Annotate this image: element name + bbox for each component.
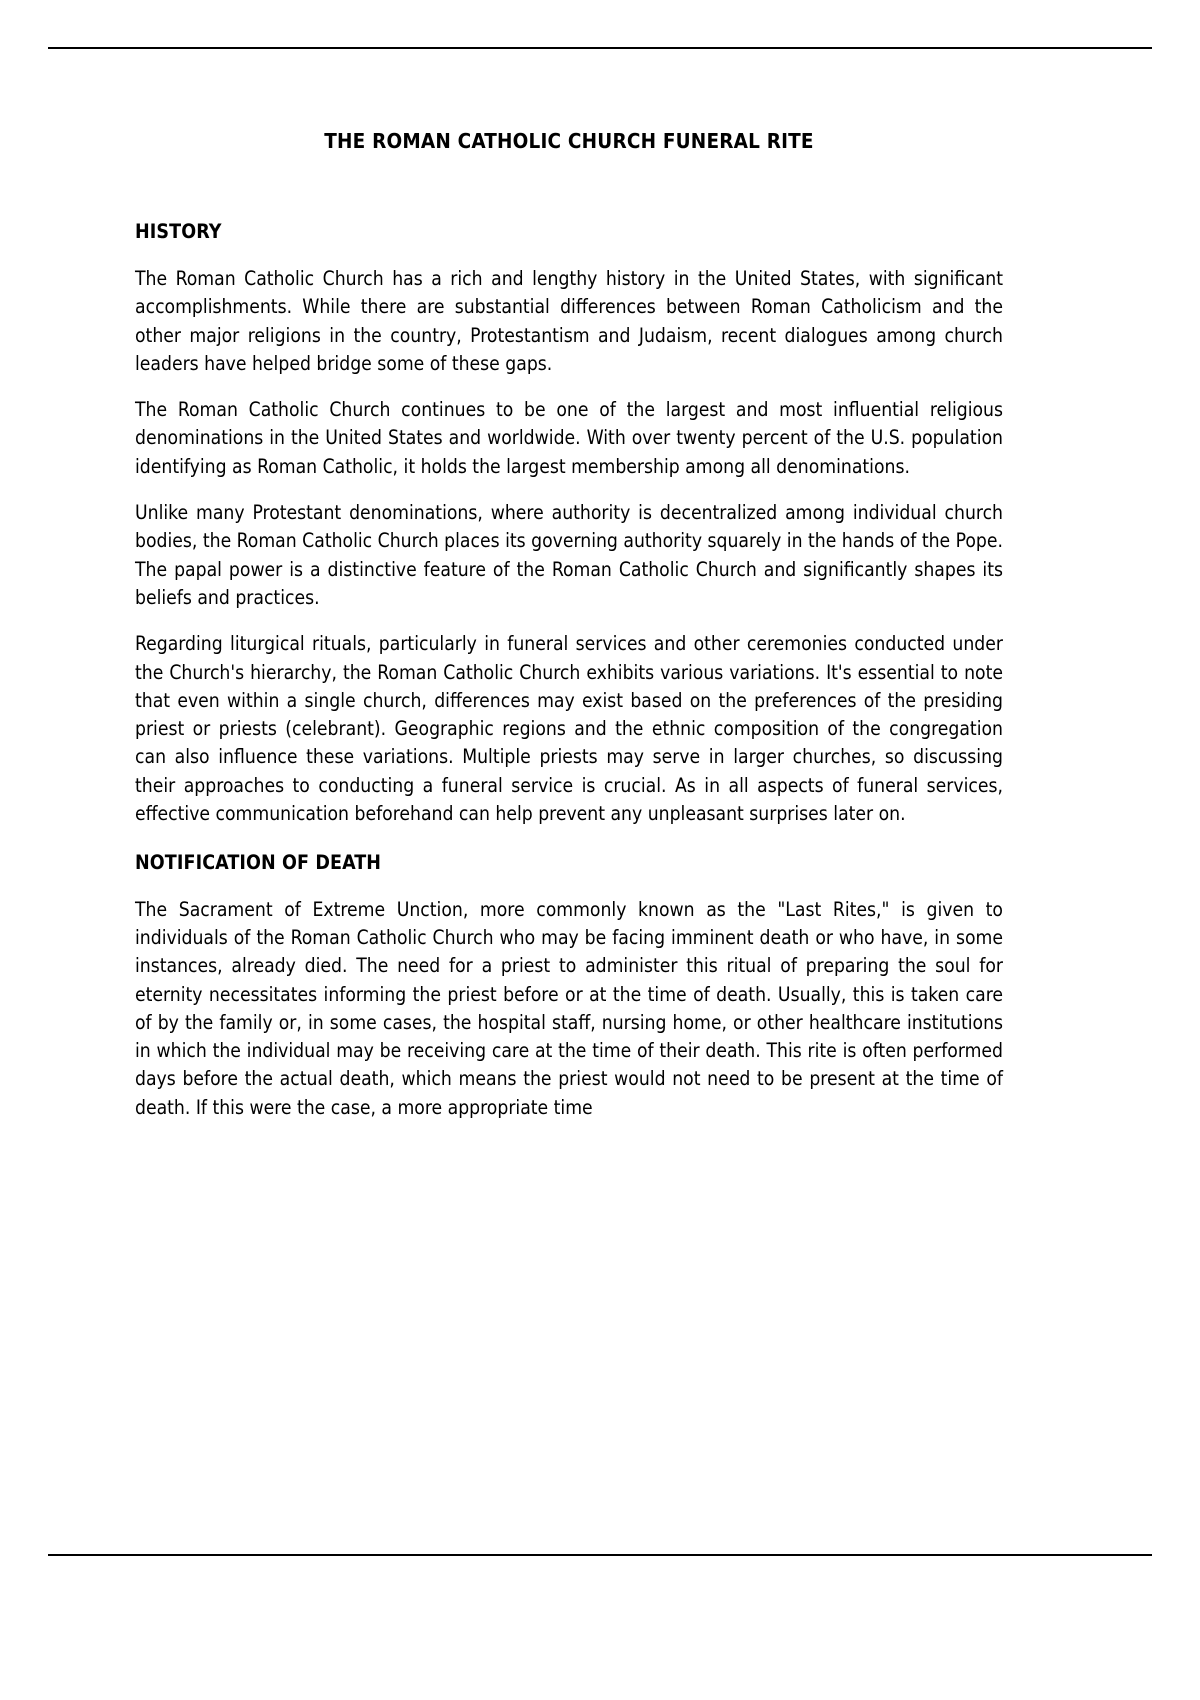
paragraph: Regarding liturgical rituals, particularly in funeral services and other ceremonies conducted under the Church's hierarchy, the Roman Catholic Church exhibits various variations. It's essential to note that even within a single church, differences may exist based on the preferences of the presiding priest or priests (celebrant). Geographic regions and the ethnic composition of the congregation can also influence these variations. Multiple priests may serve in larger churches, so discussing their approaches to conducting a funeral service is crucial. As in all aspects of funeral services, effective communication beforehand can help prevent any unpleasant surprises later on. — [135, 632, 1003, 825]
paragraph: The Roman Catholic Church has a rich and lengthy history in the United States, with significant accomplishments. While there are substantial differences between Roman Catholicism and the other major religions in the country, Protestantism and Judaism, recent dialogues among church leaders have helped bridge some of these gaps. — [135, 266, 1003, 375]
document-title: THE ROMAN CATHOLIC CHURCH FUNERAL RITE — [324, 129, 814, 153]
paragraph: Unlike many Protestant denominations, where authority is decentralized among individual church bodies, the Roman Catholic Church places its governing authority squarely in the hands of the Pope. The papal power is a distinctive feature of the Roman Catholic Church and significantly shapes its beliefs and practices. — [135, 501, 1003, 609]
section-heading-history: HISTORY — [135, 219, 222, 243]
section-heading-notification-of-death: NOTIFICATION OF DEATH — [135, 851, 382, 875]
paragraph: The Sacrament of Extreme Unction, more commonly known as the "Last Rites," is given to individuals of the Roman Catholic Church who may be facing imminent death or who have, in some instances, already died. The need for a priest to administer this ritual of preparing the soul for eternity necessitates informing the priest before or at the time of death. Usually, this is taken care of by the family or, in some cases, the hospital staff, nursing home, or other healthcare institutions in which the individual may be receiving care at the time of their death. This rite is often performed days before the actual death, which means the priest would not need to be present at the time of death. If this were the case, a more appropriate time — [135, 897, 1003, 1119]
header-rule — [48, 47, 1152, 49]
footer-rule — [48, 1554, 1152, 1556]
document-body — [135, 110, 1003, 1122]
paragraph: The Roman Catholic Church continues to be one of the largest and most influential religious denominations in the United States and worldwide. With over twenty percent of the U.S. population identifying as Roman Catholic, it holds the largest membership among all denominations. — [135, 398, 1003, 478]
